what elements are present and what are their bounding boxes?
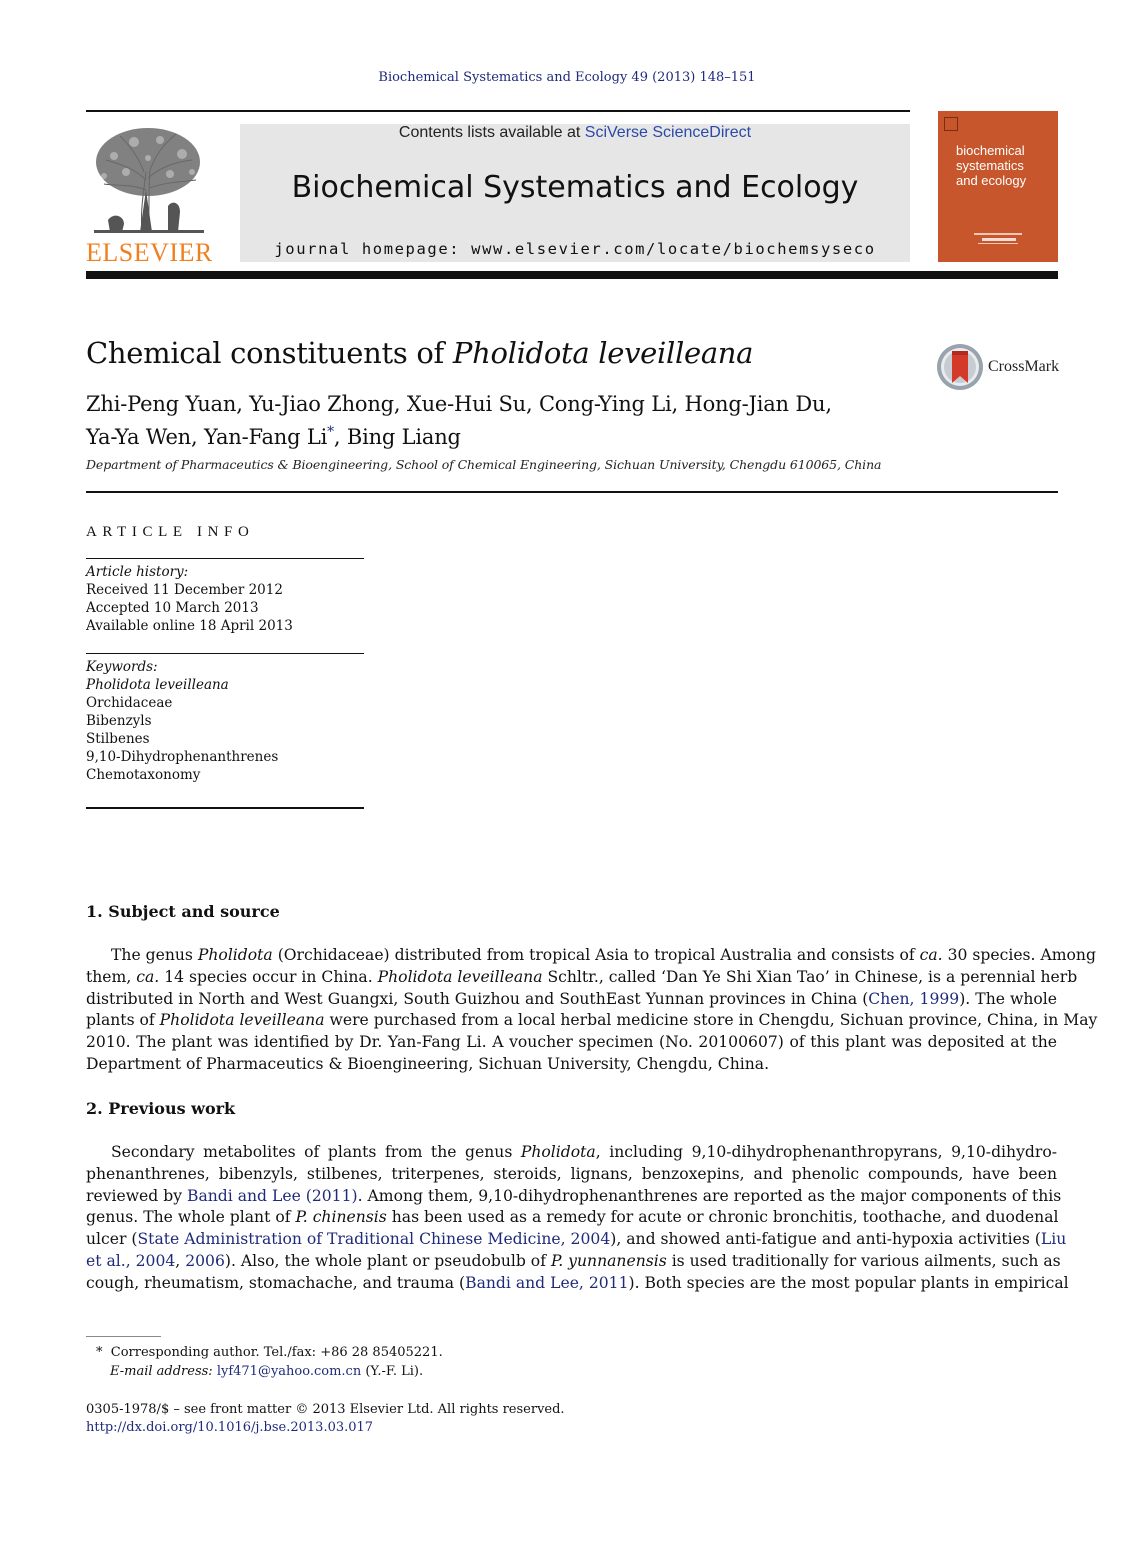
section-1-heading: 1. Subject and source <box>86 902 280 921</box>
article-title <box>86 336 753 370</box>
journal-homepage-link[interactable]: journal homepage: www.elsevier.com/locate/biochemsyseco <box>274 240 876 258</box>
ref-liu-2006[interactable]: 2006 <box>185 1251 225 1270</box>
ref-chen-1999[interactable]: Chen, 1999 <box>868 989 960 1008</box>
s2-line: ulcer (State Administration of Traditional Chinese Medicine, 2004), and showed anti-fatigue and anti-hypoxia activities (Liu <box>86 1230 1067 1249</box>
header-rule-top <box>86 110 910 112</box>
authors-line-1: Zhi-Peng Yuan, Yu-Jiao Zhong, Xue-Hui Su, Cong-Ying Li, Hong-Jian Du, <box>86 392 832 416</box>
affiliation: Department of Pharmaceutics & Bioengineering, School of Chemical Engineering, Sichuan University, Chengdu 610065, China <box>86 457 882 472</box>
keyword-item: 9,10-Dihydrophenanthrenes <box>86 749 279 765</box>
crossmark-label[interactable]: CrossMark <box>988 358 1060 375</box>
ref-state-admin-2004[interactable]: State Administration of Traditional Chinese Medicine, 2004 <box>137 1230 611 1249</box>
keyword-item: Orchidaceae <box>86 695 173 711</box>
journal-citation[interactable]: Biochemical Systematics and Ecology 49 (2013) 148–151 <box>378 70 756 85</box>
s1-line: 2010. The plant was identified by Dr. Yan-Fang Li. A voucher specimen (No. 20100607) of this plant was deposited at the <box>86 1033 1057 1052</box>
footnote <box>96 1343 443 1381</box>
ref-bandi-lee-2011-b[interactable]: Bandi and Lee, 2011 <box>465 1273 629 1292</box>
authors-line-2-end: , Bing Liang <box>333 425 461 449</box>
cover-sciencedirect-mark-icon <box>968 231 1028 247</box>
issn-line: 0305-1978/$ – see front matter © 2013 Elsevier Ltd. All rights reserved. <box>86 1402 565 1417</box>
received-date: Received 11 December 2012 <box>86 582 283 598</box>
section-2-paragraph <box>86 1142 1069 1295</box>
keyword-item: Stilbenes <box>86 731 150 747</box>
keyword-item: Bibenzyls <box>86 713 152 729</box>
authors-line-2-start: Ya-Ya Wen, Yan-Fang Li <box>86 425 328 449</box>
s2-line: phenanthrenes, bibenzyls, stilbenes, triterpenes, steroids, lignans, benzoxepins, and phenolic compounds, have been <box>86 1164 1057 1183</box>
contents-available-line <box>240 124 910 142</box>
s1-line: plants of Pholidota leveilleana were purchased from a local herbal medicine store in Chengdu, Sichuan province, China, in May <box>86 1011 1098 1030</box>
s1-line: distributed in North and West Guangxi, South Guizhou and SouthEast Yunnan provinces in China (Chen, 1999). The whole <box>86 989 1057 1008</box>
footnote-rule <box>86 1336 161 1337</box>
email-link[interactable]: lyf471@yahoo.com.cn <box>216 1364 362 1379</box>
journal-masthead <box>240 124 910 262</box>
cover-title-line-3: and ecology <box>956 173 1027 188</box>
ref-liu-2004-a[interactable]: Liu <box>1040 1230 1067 1249</box>
keyword-item: Pholidota leveilleana <box>86 677 229 693</box>
article-info-rule-2 <box>86 653 364 654</box>
keywords-label: Keywords: <box>86 659 158 675</box>
section-1-paragraph <box>86 945 1098 1076</box>
affiliation-rule <box>86 491 1058 493</box>
keywords <box>86 658 278 784</box>
front-matter <box>86 1401 565 1437</box>
doi-link[interactable]: http://dx.doi.org/10.1016/j.bse.2013.03.017 <box>86 1420 374 1435</box>
footnote-email-line: E-mail address: lyf471@yahoo.com.cn (Y.-F. Li). <box>110 1364 424 1379</box>
s1-line: them, ca. 14 species occur in China. Pholidota leveilleana Schltr., called ‘Dan Ye Shi Xian Tao’ in Chinese, is a perennial herb <box>86 967 1078 986</box>
footnote-corresponding: * Corresponding author. Tel./fax: +86 28 85405221. <box>96 1345 443 1360</box>
ref-liu-2004-b[interactable]: et al., 2004 <box>86 1251 176 1270</box>
online-date: Available online 18 April 2013 <box>86 618 293 634</box>
section-2-heading: 2. Previous work <box>86 1099 236 1118</box>
article-info-rule-3 <box>86 807 364 809</box>
contents-prefix: Contents lists available at <box>398 124 585 141</box>
s2-line: genus. The whole plant of P. chinensis has been used as a remedy for acute or chronic bronchitis, toothache, and duodenal <box>86 1208 1059 1227</box>
s1-line: The genus Pholidota (Orchidaceae) distributed from tropical Asia to tropical Australia and consists of ca. 30 species. Among <box>111 946 1096 964</box>
article-info-heading: ARTICLE INFO <box>86 524 255 540</box>
sciencedirect-link[interactable]: SciVerse ScienceDirect <box>584 124 752 141</box>
elsevier-wordmark: ELSEVIER <box>86 238 213 267</box>
cover-title <box>956 143 1026 188</box>
s2-line: reviewed by Bandi and Lee (2011). Among them, 9,10-dihydrophenanthrenes are reported as the major components of this <box>86 1186 1062 1205</box>
keyword-item: Chemotaxonomy <box>86 767 201 783</box>
author-list <box>86 390 886 451</box>
article-history <box>86 563 293 635</box>
header-rule-bottom <box>86 271 1058 279</box>
cover-logo-icon <box>944 117 958 131</box>
journal-title: Biochemical Systematics and Ecology <box>291 170 859 205</box>
s2-line: Secondary metabolites of plants from the genus Pholidota, including 9,10-dihydrophenanthropyrans, 9,10-dihydro- <box>111 1143 1057 1161</box>
corresponding-author-marker[interactable]: * <box>327 424 334 440</box>
s2-line: cough, rheumatism, stomachache, and trauma (Bandi and Lee, 2011). Both species are the most popular plants in empirical <box>86 1273 1069 1292</box>
authors-line-2 <box>86 418 886 451</box>
s2-line: et al., 2004, 2006). Also, the whole plant or pseudobulb of P. yunnanensis is used traditionally for various ailments, such as <box>86 1251 1061 1270</box>
accepted-date: Accepted 10 March 2013 <box>86 600 259 616</box>
s1-line: Department of Pharmaceutics & Bioengineering, Sichuan University, Chengdu, China. <box>86 1054 770 1073</box>
article-info-rule-1 <box>86 558 364 559</box>
cover-title-line-2: systematics <box>956 158 1024 173</box>
title-italic: Pholidota leveilleana <box>452 336 754 370</box>
cover-title-line-1: biochemical <box>956 143 1025 158</box>
title-plain: Chemical constituents of <box>86 336 453 370</box>
journal-cover-thumbnail[interactable] <box>938 111 1058 262</box>
history-label: Article history: <box>86 564 189 580</box>
ref-bandi-lee-2011[interactable]: Bandi and Lee (2011) <box>186 1186 358 1205</box>
